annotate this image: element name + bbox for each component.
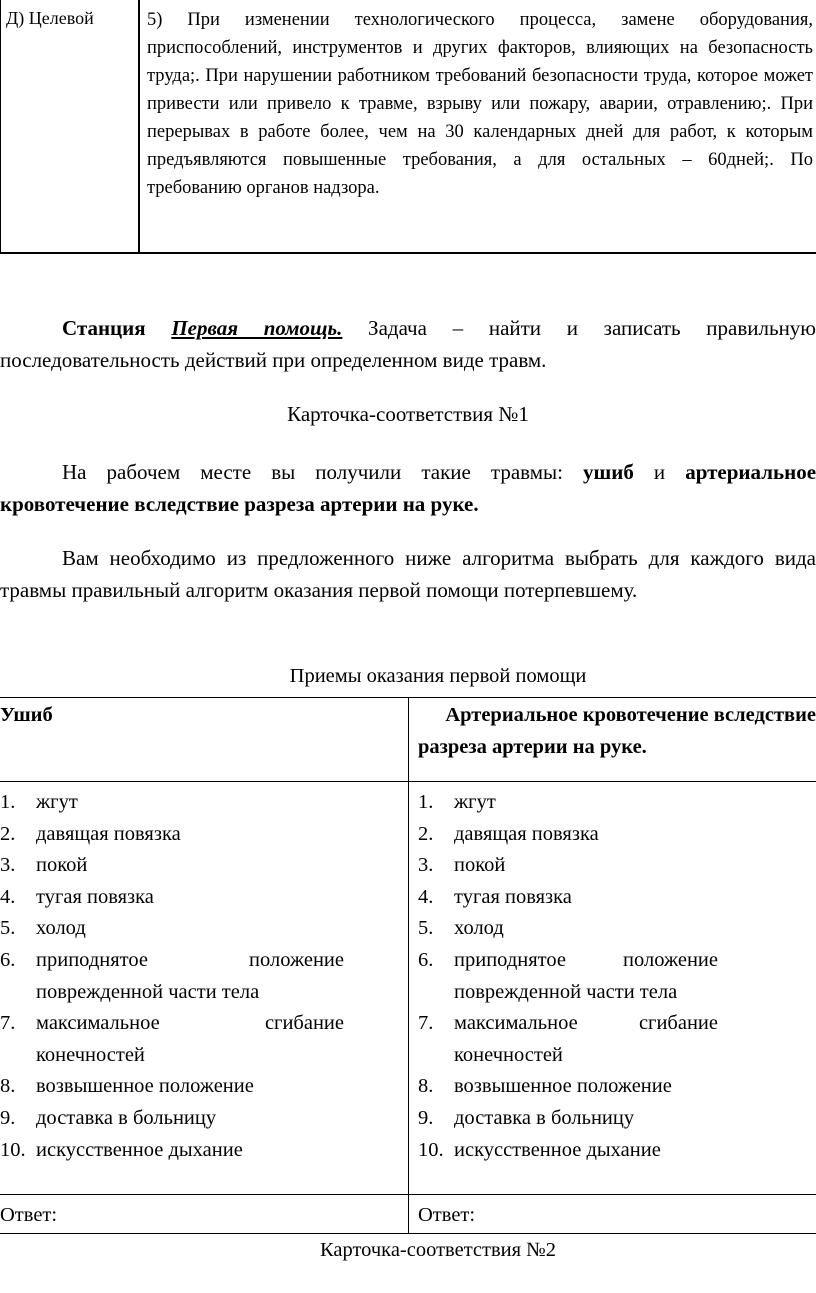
- options-list-bleeding: [418, 787, 718, 1166]
- table-column-divider: [408, 697, 409, 1234]
- list-item-text: покой: [454, 854, 506, 877]
- list-item-text: покой: [36, 854, 88, 877]
- list-item-text: доставка в больницу: [454, 1106, 635, 1129]
- list-item: [418, 1071, 718, 1103]
- injury-bruise: ушиб: [583, 460, 634, 484]
- list-item-text: искусственное дыхание: [454, 1138, 661, 1161]
- column-header-bruise: Ушиб: [0, 704, 53, 726]
- list-item-number: 6.: [418, 948, 434, 971]
- briefing-description-cell: 5) При изменении технологического процесса, замене оборудования, приспособлений, инструментов и других факторов, влияющих на безопасность труда;. При нарушении работником требований безопасности труда, которое может привести или привело к травме, взрыву или пожару, аварии, отравлению;. При перерывах в работе более, чем на 30 календарных дней для работ, к которым предъявляются повышенные требования, а для остальных – 60дней;. По требованию органов надзора.: [147, 10, 813, 198]
- list-item-number: 6.: [0, 948, 16, 971]
- list-item-number: 3.: [418, 854, 434, 877]
- list-item: [418, 1135, 718, 1167]
- answer-bleeding[interactable]: Ответ:: [418, 1204, 476, 1226]
- list-item-number: 4.: [418, 885, 434, 908]
- briefing-type-cell: Д) Целевой: [6, 8, 94, 28]
- list-item: [418, 787, 718, 819]
- list-item-number: 10.: [0, 1138, 26, 1161]
- station-name: Первая помощь.: [171, 316, 343, 340]
- first-aid-table: [0, 697, 816, 1235]
- list-item-text: приподнятое положение поврежденной части тела: [454, 948, 718, 1003]
- list-item: [418, 850, 718, 882]
- column-header-bleeding-text: Артериальное кровотечение вследствие разреза артерии на руке.: [418, 704, 816, 758]
- list-item: [0, 913, 344, 945]
- list-item-number: 5.: [418, 917, 434, 940]
- list-item-number: 5.: [0, 917, 16, 940]
- list-item-text: жгут: [454, 791, 496, 813]
- list-item: [0, 787, 344, 819]
- station-task: Задача – найти и записать правильную последовательность действий при определенном виде травм.: [0, 316, 816, 372]
- list-item-text: жгут: [36, 791, 78, 813]
- list-item-number: 2.: [418, 822, 434, 845]
- station-label: Станция: [62, 316, 146, 340]
- list-item-text: приподнятое положение поврежденной части тела: [36, 948, 344, 1003]
- list-item: [0, 1135, 344, 1167]
- list-item: [418, 1008, 718, 1071]
- options-list-bruise: [0, 787, 344, 1166]
- list-item-text: возвышенное положение: [36, 1075, 254, 1098]
- list-item-number: 8.: [418, 1075, 434, 1098]
- list-item-number: 9.: [418, 1106, 434, 1129]
- table-caption: Приемы оказания первой помощи: [289, 665, 587, 687]
- injuries-conjunction: и: [653, 460, 666, 484]
- list-item-number: 1.: [0, 791, 16, 813]
- injury-bleeding: артериальное кровотечение вследствие разреза артерии на руке.: [0, 460, 816, 516]
- station-paragraph: [0, 312, 816, 376]
- injuries-paragraph: [0, 456, 816, 520]
- list-item: [418, 882, 718, 914]
- list-item: [418, 945, 718, 1008]
- list-item: [0, 882, 344, 914]
- card2-title: Карточка-соответствия №2: [319, 1239, 556, 1261]
- list-item-text: максимальное сгибание конечностей: [36, 1012, 344, 1066]
- list-item-text: искусственное дыхание: [36, 1138, 243, 1161]
- list-item-number: 9.: [0, 1106, 16, 1129]
- list-item-text: доставка в больницу: [36, 1106, 217, 1129]
- list-item: [0, 819, 344, 851]
- list-item: [418, 1103, 718, 1135]
- list-item-number: 4.: [0, 885, 16, 908]
- table-divider: [138, 0, 140, 252]
- column-header-bleeding: [418, 699, 816, 763]
- list-item-number: 7.: [418, 1012, 434, 1035]
- list-item-text: максимальное сгибание конечностей: [454, 1012, 718, 1066]
- answer-bruise[interactable]: Ответ:: [0, 1204, 58, 1226]
- list-item-text: холод: [36, 917, 86, 940]
- list-item-text: тугая повязка: [454, 885, 572, 908]
- list-item: [0, 945, 344, 1008]
- list-item: [418, 913, 718, 945]
- list-item-text: тугая повязка: [36, 885, 154, 908]
- list-item-text: холод: [454, 917, 504, 940]
- list-item-text: возвышенное положение: [454, 1075, 672, 1098]
- injuries-prefix: На рабочем месте вы получили такие травмы:: [62, 460, 563, 484]
- list-item-number: 8.: [0, 1075, 16, 1098]
- list-item: [0, 1008, 344, 1071]
- list-item: [0, 1103, 344, 1135]
- list-item-number: 1.: [418, 791, 434, 813]
- list-item-text: давящая повязка: [454, 822, 599, 845]
- list-item: [0, 1071, 344, 1103]
- table-border-left: [0, 0, 1, 252]
- card1-title: Карточка-соответствия №1: [287, 402, 529, 426]
- list-item-number: 2.: [0, 822, 16, 845]
- list-item: [418, 819, 718, 851]
- list-item-number: 3.: [0, 854, 16, 877]
- list-item-number: 10.: [418, 1138, 444, 1161]
- instruction-paragraph: Вам необходимо из предложенного ниже алгоритма выбрать для каждого вида травмы правильный алгоритм оказания первой помощи потерпевшему.: [0, 546, 816, 602]
- list-item-text: давящая повязка: [36, 822, 181, 845]
- top-table: [0, 0, 816, 254]
- list-item: [0, 850, 344, 882]
- list-item-number: 7.: [0, 1012, 16, 1035]
